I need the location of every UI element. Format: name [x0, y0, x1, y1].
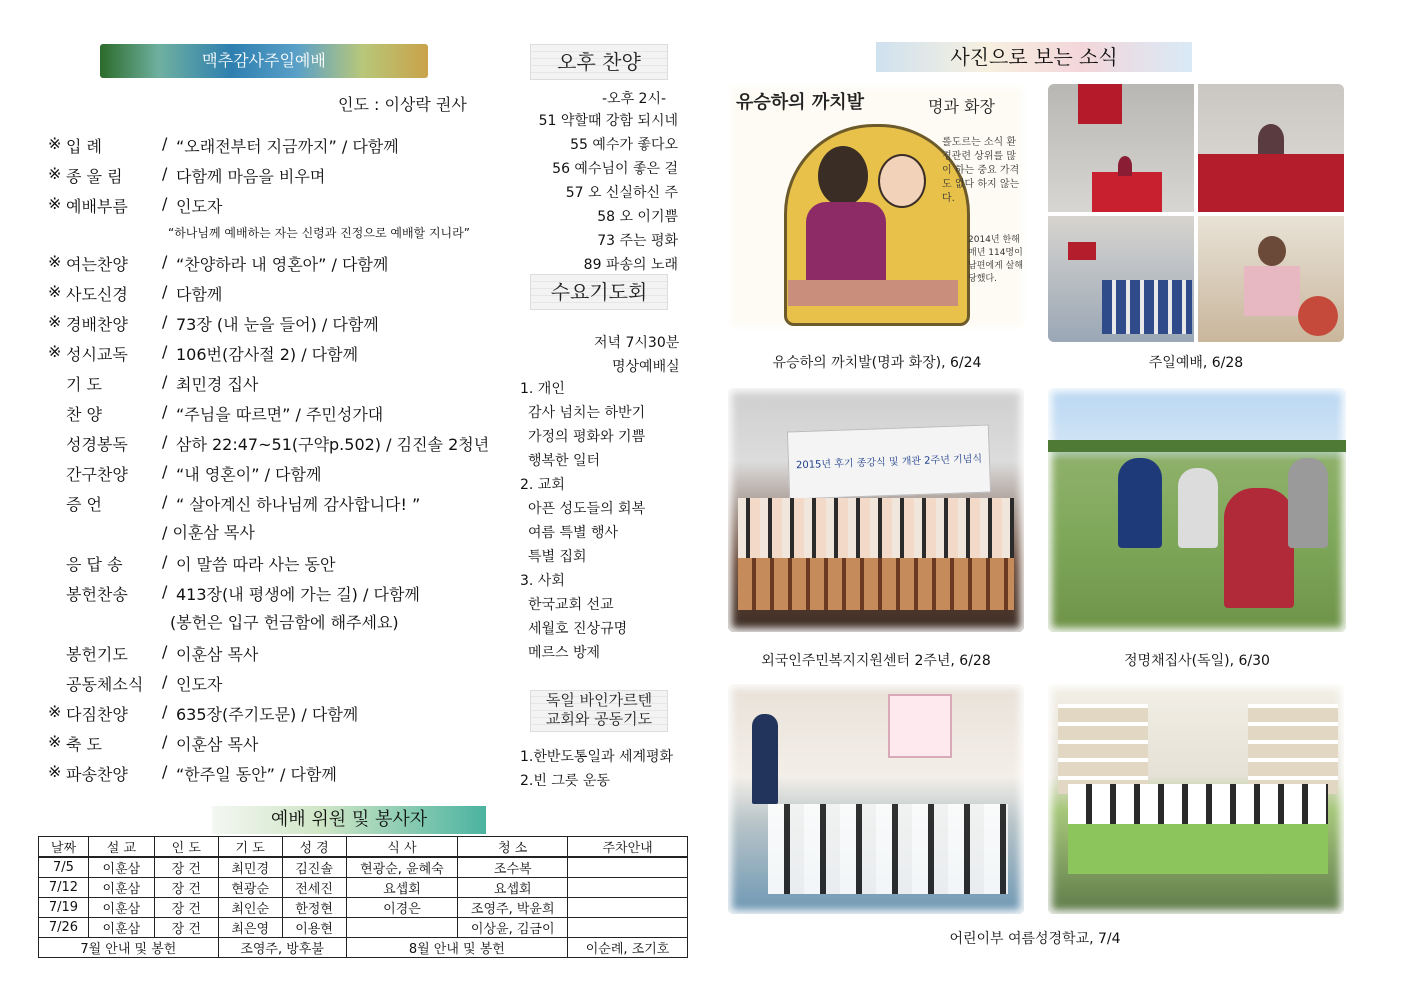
staff-row	[39, 878, 688, 898]
cook-body	[1244, 266, 1300, 316]
person-blue-shirt	[1118, 458, 1162, 548]
order-item-mark: ※	[48, 134, 62, 153]
staff-cell: 전세진	[282, 878, 346, 898]
order-item-value: 73장 (내 눈을 들어) / 다함께	[176, 315, 379, 334]
staff-header-row	[39, 837, 688, 858]
prayer-category: 3. 사회	[520, 573, 565, 589]
order-item-name: 경배찬양	[66, 315, 128, 334]
germany-field-photo	[1048, 388, 1346, 632]
order-item-separator: /	[162, 194, 168, 213]
august-offering-names: 이순례, 조기호	[568, 938, 688, 958]
staff-cell	[568, 878, 688, 898]
prayer-item: 특별 집회	[528, 549, 587, 565]
germany-title-line1: 독일 바인가르텐	[545, 691, 653, 709]
staff-cell: 최은영	[218, 918, 282, 938]
hymn-item: 89 파송의 노래	[583, 257, 678, 273]
order-item-name: 성경봉독	[66, 435, 128, 454]
order-item-mark: ※	[48, 252, 62, 271]
order-item-value: “주님을 따르면” / 주민성가대	[176, 405, 384, 424]
collage-kitchen	[1198, 216, 1344, 342]
order-item-name: 증 언	[66, 495, 102, 514]
speaker-figure-2	[1258, 124, 1284, 154]
order-item-name: 봉헌찬송	[66, 585, 128, 604]
sunday-worship-photo	[1048, 84, 1344, 342]
order-item-value: “내 영혼이” / 다함께	[176, 465, 322, 484]
wednesday-time: 저녁 7시30분	[594, 335, 680, 351]
staff-cell: 한정현	[282, 898, 346, 918]
july-offering-names: 조영주, 방후불	[218, 938, 346, 958]
person-white-shirt	[1178, 468, 1218, 548]
order-item-mark: ※	[48, 342, 62, 361]
hymn-item: 73 주는 평화	[597, 233, 678, 249]
order-item-separator: /	[162, 164, 168, 183]
staff-header: 기 도	[218, 837, 282, 858]
order-item-mark: ※	[48, 282, 62, 301]
offering-note: (봉헌은 입구 헌금함에 해주세요)	[170, 613, 399, 632]
order-item-value: 413장(내 평생에 가는 길) / 다함께	[176, 585, 420, 604]
order-item-value: 635장(주기도문) / 다함께	[176, 705, 359, 724]
person-red-shirt	[1224, 488, 1294, 608]
order-item-separator: /	[162, 342, 168, 361]
staff-cell: 김진솔	[282, 857, 346, 878]
staff-header: 주차안내	[568, 837, 688, 858]
staff-cell: 7/26	[39, 918, 89, 938]
order-item-name: 입 례	[66, 137, 102, 156]
comic-reflection-face	[878, 154, 926, 208]
staff-cell: 이경은	[346, 898, 458, 918]
order-item-mark: ※	[48, 732, 62, 751]
event-banner-text: 2015년 후기 종강식 및 개관 2주년 기념식	[795, 453, 983, 472]
prayer-item: 감사 넘치는 하반기	[528, 405, 646, 421]
staff-cell: 장 건	[154, 857, 218, 878]
order-item-value: 삼하 22:47~51(구약p.502) / 김진솔 2청년	[176, 435, 490, 454]
staff-cell: 이상윤, 김금이	[458, 918, 568, 938]
staff-cell	[568, 898, 688, 918]
order-item-value: 최민경 집사	[176, 375, 259, 394]
afternoon-time: -오후 2시-	[602, 91, 667, 107]
comic-subtitle: 명과 화장	[928, 97, 995, 116]
staff-row	[39, 857, 688, 878]
prayer-item: 메르스 방제	[528, 645, 601, 661]
collage-pulpit-1	[1048, 84, 1194, 212]
order-item-separator: /	[162, 672, 168, 691]
order-item-value: 다함께	[176, 285, 223, 304]
order-item-name: 간구찬양	[66, 465, 128, 484]
august-offering-label: 8월 안내 및 봉헌	[346, 938, 568, 958]
order-item-name: 봉헌기도	[66, 645, 128, 664]
order-item-name: 성시교독	[66, 345, 128, 364]
order-item-mark: ※	[48, 164, 62, 183]
germany-item-1: 1.한반도통일과 세계평화	[520, 749, 674, 765]
staff-header: 성 경	[282, 837, 346, 858]
order-item-separator: /	[162, 582, 168, 601]
july-offering-label: 7월 안내 및 봉헌	[39, 938, 219, 958]
staff-cell: 이훈삼	[88, 898, 154, 918]
staff-cell	[568, 918, 688, 938]
anniversary-photo	[728, 388, 1024, 632]
order-item-name: 공동체소식	[66, 675, 144, 694]
hymn-item: 57 오 신실하신 주	[565, 185, 678, 201]
order-item-name: 기 도	[66, 375, 102, 394]
wednesday-place: 명상예배실	[612, 359, 680, 375]
pot	[1298, 296, 1338, 336]
order-item-separator: /	[162, 312, 168, 331]
staff-cell: 7/19	[39, 898, 89, 918]
tree-line	[1048, 440, 1346, 452]
standing-crowd	[738, 498, 1014, 558]
order-item-value: “찬양하라 내 영혼아” / 다함께	[176, 255, 389, 274]
bookshelf-left	[1058, 704, 1148, 794]
order-item-mark: ※	[48, 312, 62, 331]
staff-cell: 요셉회	[458, 878, 568, 898]
staff-cell	[346, 918, 458, 938]
event-banner	[787, 424, 991, 499]
order-item-separator: /	[162, 702, 168, 721]
staff-header: 날짜	[39, 837, 89, 858]
staff-row	[39, 918, 688, 938]
staff-footer-row	[39, 938, 688, 958]
comic-title: 유승하의 까치발	[736, 92, 864, 113]
small-pulpit	[1068, 242, 1096, 260]
comic-figure-head	[818, 146, 868, 206]
germany-item-2: 2.빈 그릇 운동	[520, 773, 610, 789]
comic-figure-body	[806, 202, 886, 292]
order-item-separator: /	[162, 732, 168, 751]
order-item-separator: /	[162, 552, 168, 571]
staff-cell	[568, 857, 688, 878]
order-item-separator: /	[162, 762, 168, 781]
order-item-value: 인도자	[176, 675, 223, 694]
prayer-category: 1. 개인	[520, 381, 565, 397]
photo-news-banner: 사진으로 보는 소식	[876, 42, 1192, 72]
order-item-separator: /	[162, 402, 168, 421]
staff-cell: 7/5	[39, 857, 89, 878]
staff-cell: 이훈삼	[88, 878, 154, 898]
cook-head	[1258, 236, 1286, 266]
staff-table	[38, 836, 688, 958]
order-item-separator: /	[162, 642, 168, 661]
staff-row	[39, 898, 688, 918]
order-item-separator: /	[162, 252, 168, 271]
caption-anniversary: 외국인주민복지지원센터 2주년, 6/28	[761, 653, 991, 669]
caption-germany: 정명채집사(독일), 6/30	[1124, 653, 1270, 669]
congregation-rows	[1102, 280, 1192, 334]
worship-banner: 맥추감사주일예배	[100, 44, 428, 78]
order-item-name: 예배부름	[66, 197, 128, 216]
staff-header: 인 도	[154, 837, 218, 858]
red-pulpit-2	[1198, 154, 1344, 212]
caption-sunday-worship: 주일예배, 6/28	[1148, 355, 1244, 371]
germany-prayer-title	[530, 690, 668, 732]
worship-leader: 인도 : 이상락 권사	[338, 95, 467, 114]
prayer-category: 2. 교회	[520, 477, 565, 493]
children-at-table	[1068, 784, 1328, 824]
staff-cell: 이용현	[282, 918, 346, 938]
call-verse: “하나님께 예배하는 자는 신령과 진정으로 예배할 지니라”	[168, 226, 470, 240]
bookshelf-right	[1248, 704, 1338, 794]
order-item-name: 다짐찬양	[66, 705, 128, 724]
caption-comic: 유승하의 까치발(명과 화장), 6/24	[772, 355, 982, 371]
testimony-speaker: / 이훈삼 목사	[162, 523, 255, 542]
prayer-item: 세월호 진상규명	[528, 621, 628, 637]
order-item-value: 106번(감사절 2) / 다함께	[176, 345, 359, 364]
staff-cell: 요셉회	[346, 878, 458, 898]
staff-cell: 7/12	[39, 878, 89, 898]
teacher-figure	[752, 714, 778, 804]
staff-cell: 이훈삼	[88, 857, 154, 878]
staff-cell: 장 건	[154, 878, 218, 898]
comic-vanity	[788, 280, 958, 306]
order-item-separator: /	[162, 282, 168, 301]
hymn-item: 51 약할때 강함 되시네	[538, 113, 678, 129]
order-item-mark: ※	[48, 194, 62, 213]
order-item-value: 이 말씀 따라 사는 동안	[176, 555, 336, 574]
order-item-name: 축 도	[66, 735, 102, 754]
order-item-separator: /	[162, 492, 168, 511]
staff-cell: 최민경	[218, 857, 282, 878]
order-item-value: 인도자	[176, 197, 223, 216]
caption-children: 어린이부 여름성경학교, 7/4	[949, 931, 1121, 947]
order-item-value: “오래전부터 지금까지” / 다함께	[176, 137, 399, 156]
order-item-separator: /	[162, 462, 168, 481]
order-item-mark: ※	[48, 762, 62, 781]
comic-text-2: 2014년 한해 매년 114명이 남편에게 살해 당했다.	[968, 235, 1024, 284]
staff-cell: 이훈삼	[88, 918, 154, 938]
seated-children	[768, 804, 1008, 894]
staff-banner: 예배 위원 및 봉사자	[212, 806, 486, 834]
staff-header: 설 교	[88, 837, 154, 858]
collage-congregation	[1048, 216, 1194, 342]
staff-cell: 조수복	[458, 857, 568, 878]
germany-title-line2: 교회와 공동기도	[545, 710, 653, 728]
staff-cell: 현광순	[218, 878, 282, 898]
order-item-value: 이훈삼 목사	[176, 735, 259, 754]
staff-cell: 장 건	[154, 898, 218, 918]
children-meal-photo	[1048, 684, 1344, 914]
hymn-item: 55 예수가 좋다오	[570, 137, 678, 153]
prayer-item: 가정의 평화와 기쁨	[528, 429, 646, 445]
order-item-name: 여는찬양	[66, 255, 128, 274]
order-item-separator: /	[162, 134, 168, 153]
hymn-item: 56 예수님이 좋은 걸	[552, 161, 678, 177]
order-item-name: 응 답 송	[66, 555, 123, 574]
hymn-item: 58 오 이기쁨	[597, 209, 678, 225]
order-item-separator: /	[162, 432, 168, 451]
order-item-value: “한주일 동안” / 다함께	[176, 765, 337, 784]
prayer-item: 아픈 성도들의 회복	[528, 501, 646, 517]
order-item-mark: ※	[48, 702, 62, 721]
order-item-separator: /	[162, 372, 168, 391]
staff-cell: 최인순	[218, 898, 282, 918]
staff-header: 식 사	[346, 837, 458, 858]
kneeling-dancers	[738, 558, 1014, 610]
speaker-figure	[1118, 156, 1132, 176]
prayer-item: 행복한 일터	[528, 453, 601, 469]
wall-decoration	[888, 694, 952, 758]
children-class-photo	[728, 684, 1024, 914]
comic-photo	[728, 84, 1026, 330]
order-item-name: 파송찬양	[66, 765, 128, 784]
staff-cell: 장 건	[154, 918, 218, 938]
cross-banner	[1078, 84, 1122, 124]
afternoon-hymn-title: 오후 찬양	[530, 44, 668, 80]
order-item-value: 이훈삼 목사	[176, 645, 259, 664]
prayer-item: 여름 특별 행사	[528, 525, 619, 541]
order-item-value: “ 살아계신 하나님께 감사합니다! ”	[176, 495, 421, 514]
comic-text: 롤도르는 소식 환경관련 상위를 많이 하는 중요 가격도 없다 하지 않는다.	[942, 137, 1020, 204]
order-item-name: 종 울 림	[66, 167, 123, 186]
staff-cell: 조영주, 박윤희	[458, 898, 568, 918]
staff-header: 청 소	[458, 837, 568, 858]
staff-cell: 현광순, 윤혜숙	[346, 857, 458, 878]
person-grey-shirt	[1288, 458, 1328, 548]
order-item-name: 사도신경	[66, 285, 128, 304]
prayer-item: 한국교회 선교	[528, 597, 614, 613]
order-item-value: 다함께 마음을 비우며	[176, 167, 326, 186]
red-pulpit	[1092, 172, 1162, 212]
order-item-name: 찬 양	[66, 405, 102, 424]
collage-pulpit-2	[1198, 84, 1344, 212]
wednesday-prayer-title: 수요기도회	[530, 274, 668, 310]
